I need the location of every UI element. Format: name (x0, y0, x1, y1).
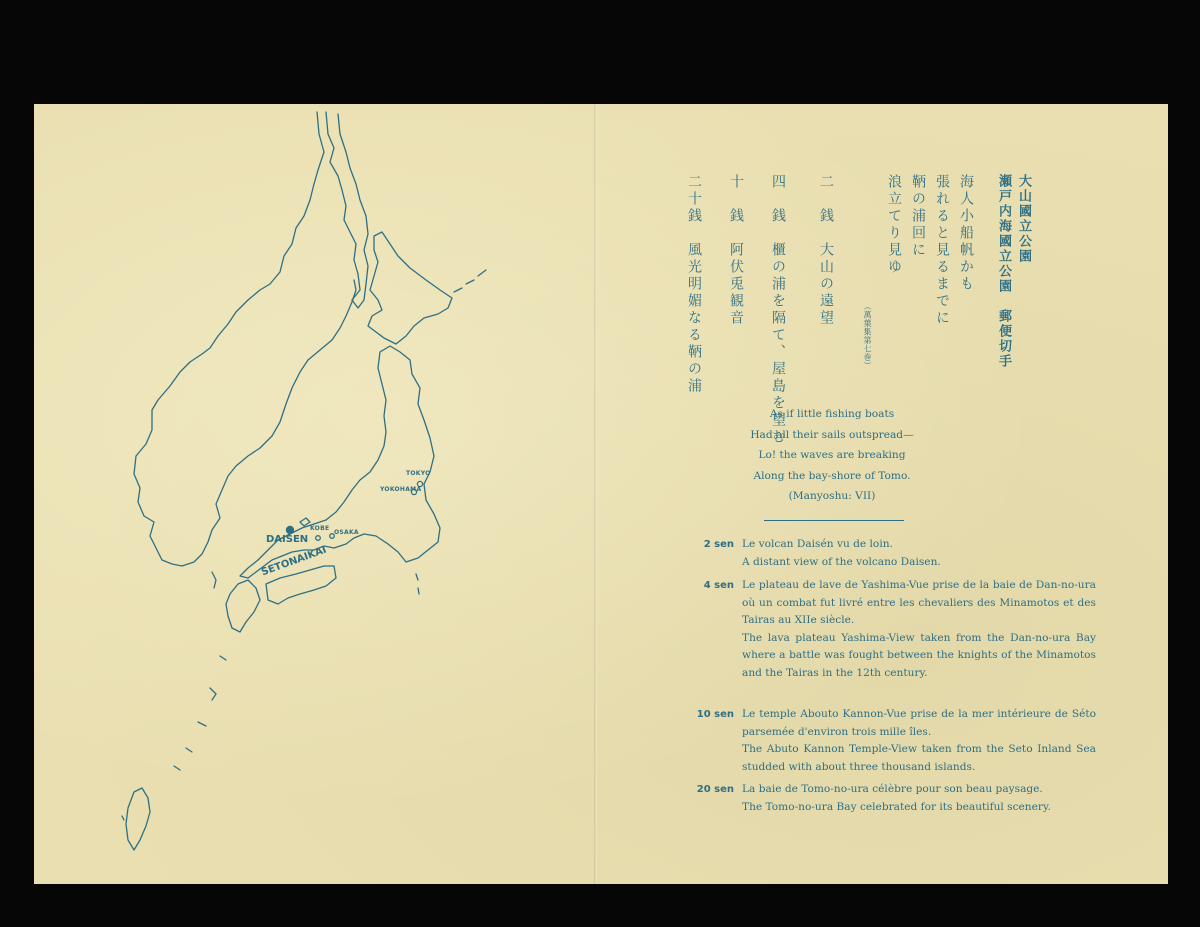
sakhalin (326, 112, 368, 308)
oki-islands (300, 518, 310, 526)
poem-en-line-4: Along the bay-shore of Tomo. (753, 469, 911, 482)
entry-french: Le plateau de lave de Yashima-Vue prise de la baie de Dan-no-ura où un combat fut livré entre les chevaliers des Minamotos et des Tairas au XIIe siècle. (742, 579, 1096, 626)
divider-rule (764, 520, 904, 521)
entry-english: The Tomo-no-ura Bay celebrated for its beautiful scenery. (742, 800, 1051, 813)
entry-value: 10 sen (696, 709, 734, 720)
daisen-label: DAISEN (266, 534, 309, 545)
tokyo-label: TOKYO (406, 470, 431, 477)
entry-english: A distant view of the volcano Daisen. (742, 555, 941, 568)
tsushima (212, 572, 216, 588)
folded-leaflet (34, 104, 1168, 884)
entry-value: 20 sen (696, 784, 734, 795)
title-daisen-park: 大山國立公園 (1016, 174, 1031, 264)
item-2-sen-jp: 二 銭 大山の遠望 (818, 174, 834, 327)
izu-islands (416, 574, 419, 594)
entry-english: The lava plateau Yashima-View taken from the Dan-no-ura Bay where a battle was fought between the knights of the Minamotos and the Tairas in the 12th century. (742, 631, 1096, 679)
pescadores (122, 816, 124, 820)
item-4-sen-jp: 四 銭 櫃の浦を隔て、屋島を望む (770, 174, 786, 446)
kuril-islands (454, 270, 486, 292)
japan-map (34, 104, 594, 884)
center-fold (594, 104, 597, 884)
entry-value: 2 sen (703, 539, 734, 550)
poem-line-2: 張れると見るまでに (934, 174, 950, 327)
poem-en-line-2: Had all their sails outspread— (750, 428, 914, 441)
poem-line-1: 海人小船帆かも (958, 174, 974, 293)
osaka-label: OSAKA (334, 529, 359, 536)
poem-en-source: (Manyoshu: VII) (788, 490, 876, 503)
title-seto-park-stamps: 瀬戸内海國立公園 郵便切手 (996, 174, 1011, 369)
entry-english: The Abuto Kannon Temple-View taken from the Seto Inland Sea studded with about three thousand islands. (742, 743, 1096, 773)
item-20-sen-jp: 二十銭 風光明媚なる鞆の浦 (686, 174, 702, 395)
kyushu (226, 580, 260, 632)
item-10-sen-jp: 十 銭 阿伏兎観音 (728, 174, 744, 327)
setonaikai-label: SETONAIKAI (260, 544, 329, 579)
poem-en-line-1: As if little fishing boats (769, 408, 895, 420)
poem-english (694, 404, 970, 507)
entry-value: 4 sen (703, 580, 734, 591)
poem-en-line-3: Lo! the waves are breaking (758, 449, 906, 462)
ryukyu-islands (174, 656, 226, 770)
daisen-marker (286, 526, 294, 534)
mainland-coast (134, 112, 356, 566)
yokohama-label: YOKOHAMA (380, 486, 422, 493)
poem-source-note: （萬葉集第七巻） (863, 302, 872, 370)
hokkaido (368, 232, 452, 344)
kobe-marker (316, 536, 321, 541)
taiwan (126, 788, 150, 850)
poem-line-3: 鞆の浦回に (910, 174, 926, 259)
entry-french: Le temple Abouto Kannon-Vue prise de la mer intérieure de Séto parsemée d'environ trois mille îles. (742, 708, 1096, 738)
entry-french: Le volcan Daisén vu de loin. (742, 538, 893, 550)
kobe-label: KOBE (310, 525, 330, 532)
poem-line-4: 浪立てり見ゆ (886, 174, 902, 276)
entry-french: La baie de Tomo-no-ura célèbre pour son beau paysage. (742, 783, 1043, 795)
